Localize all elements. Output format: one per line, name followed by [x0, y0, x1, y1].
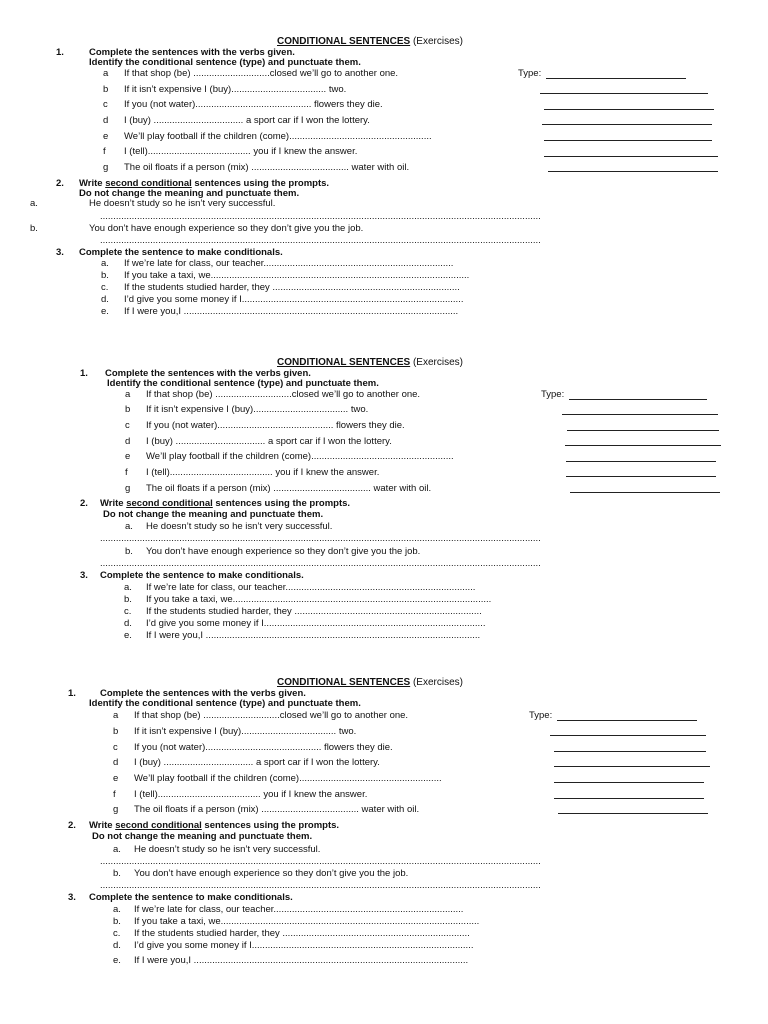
item-letter: a.: [113, 844, 121, 855]
item-letter: f: [103, 146, 106, 157]
item-letter: d.: [101, 294, 109, 305]
item-letter: d: [103, 115, 109, 126]
item-letter: c.: [101, 282, 109, 293]
item-letter: b.: [113, 916, 121, 927]
worksheet-2: [0, 322, 768, 642]
exercise-2-instruction: Write second conditional sentences using the prompts.: [89, 820, 340, 831]
exercise-3-item-a: If we’re late for class, our teacher........................................................................: [146, 582, 476, 593]
exercise-1-instruction: Complete the sentences with the verbs given.: [100, 688, 306, 699]
item-letter: a.: [101, 258, 109, 269]
exercise-1-item-c: If you (not water)............................................ flowers they die.: [134, 742, 393, 753]
type-answer-blank[interactable]: [566, 461, 716, 462]
exercise-2-instruction: Write second conditional sentences using the prompts.: [79, 178, 330, 189]
exercise-1-item-d: I (buy) .................................. a sport car if I won the lottery.: [124, 115, 370, 126]
exercise-1-item-d: I (buy) .................................. a sport car if I won the lottery.: [134, 757, 380, 768]
item-letter: b: [125, 404, 131, 415]
item-letter: a: [125, 389, 131, 400]
type-answer-blank[interactable]: [542, 124, 712, 125]
item-letter: a.: [30, 198, 38, 209]
exercise-3-instruction: Complete the sentence to make conditionals.: [100, 570, 304, 581]
item-letter: e: [113, 773, 119, 784]
item-letter: f: [125, 467, 128, 478]
type-answer-blank[interactable]: [548, 171, 718, 172]
exercise-3-item-e: If I were you,I ........................................................................................................: [134, 955, 469, 966]
worksheet-title: CONDITIONAL SENTENCES (Exercises): [277, 357, 463, 368]
exercise-3-item-a: If we’re late for class, our teacher........................................................................: [134, 904, 464, 915]
exercise-1-number: 1.: [56, 47, 64, 58]
type-answer-blank[interactable]: [557, 720, 697, 721]
exercise-1-item-f: I (tell)....................................... you if I knew the answer.: [124, 146, 358, 157]
exercise-3-item-d: I’d give you some money if I....................................................................................: [134, 940, 474, 951]
item-letter: b.: [101, 270, 109, 281]
type-answer-blank[interactable]: [565, 445, 721, 446]
worksheet-title: CONDITIONAL SENTENCES (Exercises): [277, 36, 463, 47]
item-letter: b: [103, 84, 109, 95]
type-answer-blank[interactable]: [554, 751, 706, 752]
item-letter: d.: [113, 940, 121, 951]
worksheet-1: [0, 0, 768, 320]
type-answer-blank[interactable]: [554, 782, 704, 783]
type-label: Type:: [518, 68, 542, 79]
exercise-1-item-e: We’ll play football if the children (come)......................................................: [134, 773, 442, 784]
type-label: Type:: [541, 389, 565, 400]
exercise-2-number: 2.: [80, 498, 88, 509]
item-letter: d.: [124, 618, 132, 629]
worksheet-3: [0, 642, 768, 966]
exercise-3-item-b: If you take a taxi, we..................................................................................................: [146, 594, 492, 605]
exercise-1-item-b: If it isn’t expensive I (buy).................................... two.: [124, 84, 347, 95]
item-letter: g: [113, 804, 119, 815]
type-answer-blank[interactable]: [550, 735, 706, 736]
type-answer-blank[interactable]: [567, 430, 719, 431]
type-answer-blank[interactable]: [544, 109, 714, 110]
exercise-3-item-b: If you take a taxi, we..................................................................................................: [124, 270, 470, 281]
exercise-1-number: 1.: [80, 368, 88, 379]
type-answer-blank[interactable]: [558, 813, 708, 814]
item-letter: g: [125, 483, 131, 494]
exercise-1-item-a: If that shop (be) .............................closed we’ll go to another one.: [134, 710, 409, 721]
exercise-3-item-d: I’d give you some money if I....................................................................................: [124, 294, 464, 305]
exercise-3-item-c: If the students studied harder, they .......................................................................: [146, 606, 482, 617]
item-letter: c: [103, 99, 108, 110]
exercise-1-instruction: Complete the sentences with the verbs given.: [89, 47, 295, 58]
type-answer-blank[interactable]: [544, 156, 718, 157]
item-letter: b.: [113, 868, 121, 879]
exercise-2-instruction-2: Do not change the meaning and punctuate them.: [79, 188, 300, 199]
item-letter: b.: [124, 594, 132, 605]
type-label: Type:: [529, 710, 553, 721]
item-letter: e.: [101, 306, 109, 317]
exercise-3-number: 3.: [56, 247, 64, 258]
exercise-1-instruction: Complete the sentences with the verbs given.: [105, 368, 311, 379]
exercise-1-item-g: The oil floats if a person (mix) ..................................... water with oil.: [124, 162, 410, 173]
exercise-1-item-g: The oil floats if a person (mix) ..................................... water with oil.: [134, 804, 420, 815]
exercise-1-item-f: I (tell)....................................... you if I knew the answer.: [134, 789, 368, 800]
exercise-3-item-b: If you take a taxi, we..................................................................................................: [134, 916, 480, 927]
exercise-3-number: 3.: [80, 570, 88, 581]
exercise-1-instruction-2: Identify the conditional sentence (type) and punctuate them.: [107, 378, 379, 389]
item-letter: a.: [113, 904, 121, 915]
worksheet-title: CONDITIONAL SENTENCES (Exercises): [277, 677, 463, 688]
exercise-1-number: 1.: [68, 688, 76, 699]
item-letter: d: [125, 436, 131, 447]
exercise-2-item-a: He doesn’t study so he isn’t very successful.: [134, 844, 321, 855]
exercise-1-instruction-2: Identify the conditional sentence (type) and punctuate them.: [89, 698, 361, 709]
exercise-3-instruction: Complete the sentence to make conditionals.: [79, 247, 283, 258]
exercise-3-instruction: Complete the sentence to make conditionals.: [89, 892, 293, 903]
item-letter: e: [125, 451, 131, 462]
exercise-1-item-a: If that shop (be) .............................closed we’ll go to another one.: [146, 389, 421, 400]
item-letter: a.: [125, 521, 133, 532]
exercise-1-item-g: The oil floats if a person (mix) ..................................... water with oil.: [146, 483, 432, 494]
type-answer-blank[interactable]: [570, 492, 720, 493]
exercise-3-item-e: If I were you,I ........................................................................................................: [124, 306, 459, 317]
exercise-1-item-e: We’ll play football if the children (come)......................................................: [146, 451, 454, 462]
answer-line[interactable]: .......................................................................................................................................................................: [100, 558, 541, 569]
answer-line[interactable]: .......................................................................................................................................................................: [100, 211, 541, 222]
exercise-1-instruction-2: Identify the conditional sentence (type) and punctuate them.: [89, 57, 361, 68]
exercise-1-item-b: If it isn’t expensive I (buy).................................... two.: [146, 404, 369, 415]
exercise-2-number: 2.: [68, 820, 76, 831]
type-answer-blank[interactable]: [566, 476, 716, 477]
exercise-2-number: 2.: [56, 178, 64, 189]
exercise-1-item-e: We’ll play football if the children (come)......................................................: [124, 131, 432, 142]
item-letter: d: [113, 757, 119, 768]
answer-line[interactable]: .......................................................................................................................................................................: [100, 235, 541, 246]
exercise-3-item-c: If the students studied harder, they .......................................................................: [124, 282, 460, 293]
item-letter: e: [103, 131, 109, 142]
item-letter: b: [113, 726, 119, 737]
item-letter: a: [113, 710, 119, 721]
type-answer-blank[interactable]: [554, 798, 704, 799]
exercise-2-item-b: You don’t have enough experience so they don’t give you the job.: [89, 223, 364, 234]
item-letter: c.: [124, 606, 132, 617]
exercise-3-item-e: If I were you,I ........................................................................................................: [146, 630, 481, 641]
type-answer-blank[interactable]: [546, 78, 686, 79]
exercise-1-item-d: I (buy) .................................. a sport car if I won the lottery.: [146, 436, 392, 447]
exercise-1-item-b: If it isn’t expensive I (buy).................................... two.: [134, 726, 357, 737]
item-letter: e.: [124, 630, 132, 641]
item-letter: g: [103, 162, 109, 173]
item-letter: e.: [113, 955, 121, 966]
exercise-1-item-f: I (tell)....................................... you if I knew the answer.: [146, 467, 380, 478]
exercise-2-instruction: Write second conditional sentences using the prompts.: [100, 498, 351, 509]
item-letter: f: [113, 789, 116, 800]
exercise-1-item-c: If you (not water)............................................ flowers they die.: [146, 420, 405, 431]
exercise-3-item-a: If we’re late for class, our teacher........................................................................: [124, 258, 454, 269]
item-letter: a.: [124, 582, 132, 593]
exercise-1-item-c: If you (not water)............................................ flowers they die.: [124, 99, 383, 110]
item-letter: a: [103, 68, 109, 79]
type-answer-blank[interactable]: [569, 399, 707, 400]
item-letter: c.: [113, 928, 121, 939]
exercise-3-item-c: If the students studied harder, they .......................................................................: [134, 928, 470, 939]
item-letter: c: [125, 420, 130, 431]
type-answer-blank[interactable]: [562, 414, 718, 415]
exercise-2-instruction-2: Do not change the meaning and punctuate them.: [92, 831, 313, 842]
item-letter: b.: [125, 546, 133, 557]
item-letter: b.: [30, 223, 38, 234]
item-letter: c: [113, 742, 118, 753]
type-answer-blank[interactable]: [540, 93, 708, 94]
exercise-2-item-b: You don’t have enough experience so they don’t give you the job.: [146, 546, 421, 557]
exercise-2-item-a: He doesn’t study so he isn’t very successful.: [146, 521, 333, 532]
exercise-3-item-d: I’d give you some money if I....................................................................................: [146, 618, 486, 629]
exercise-2-item-b: You don’t have enough experience so they don’t give you the job.: [134, 868, 409, 879]
answer-line[interactable]: .......................................................................................................................................................................: [100, 533, 541, 544]
exercise-3-number: 3.: [68, 892, 76, 903]
type-answer-blank[interactable]: [544, 140, 712, 141]
type-answer-blank[interactable]: [554, 766, 710, 767]
exercise-1-item-a: If that shop (be) .............................closed we’ll go to another one.: [124, 68, 399, 79]
exercise-2-instruction-2: Do not change the meaning and punctuate them.: [103, 509, 324, 520]
answer-line[interactable]: .......................................................................................................................................................................: [100, 880, 541, 891]
answer-line[interactable]: .......................................................................................................................................................................: [100, 856, 541, 867]
exercise-2-item-a: He doesn’t study so he isn’t very successful.: [89, 198, 276, 209]
